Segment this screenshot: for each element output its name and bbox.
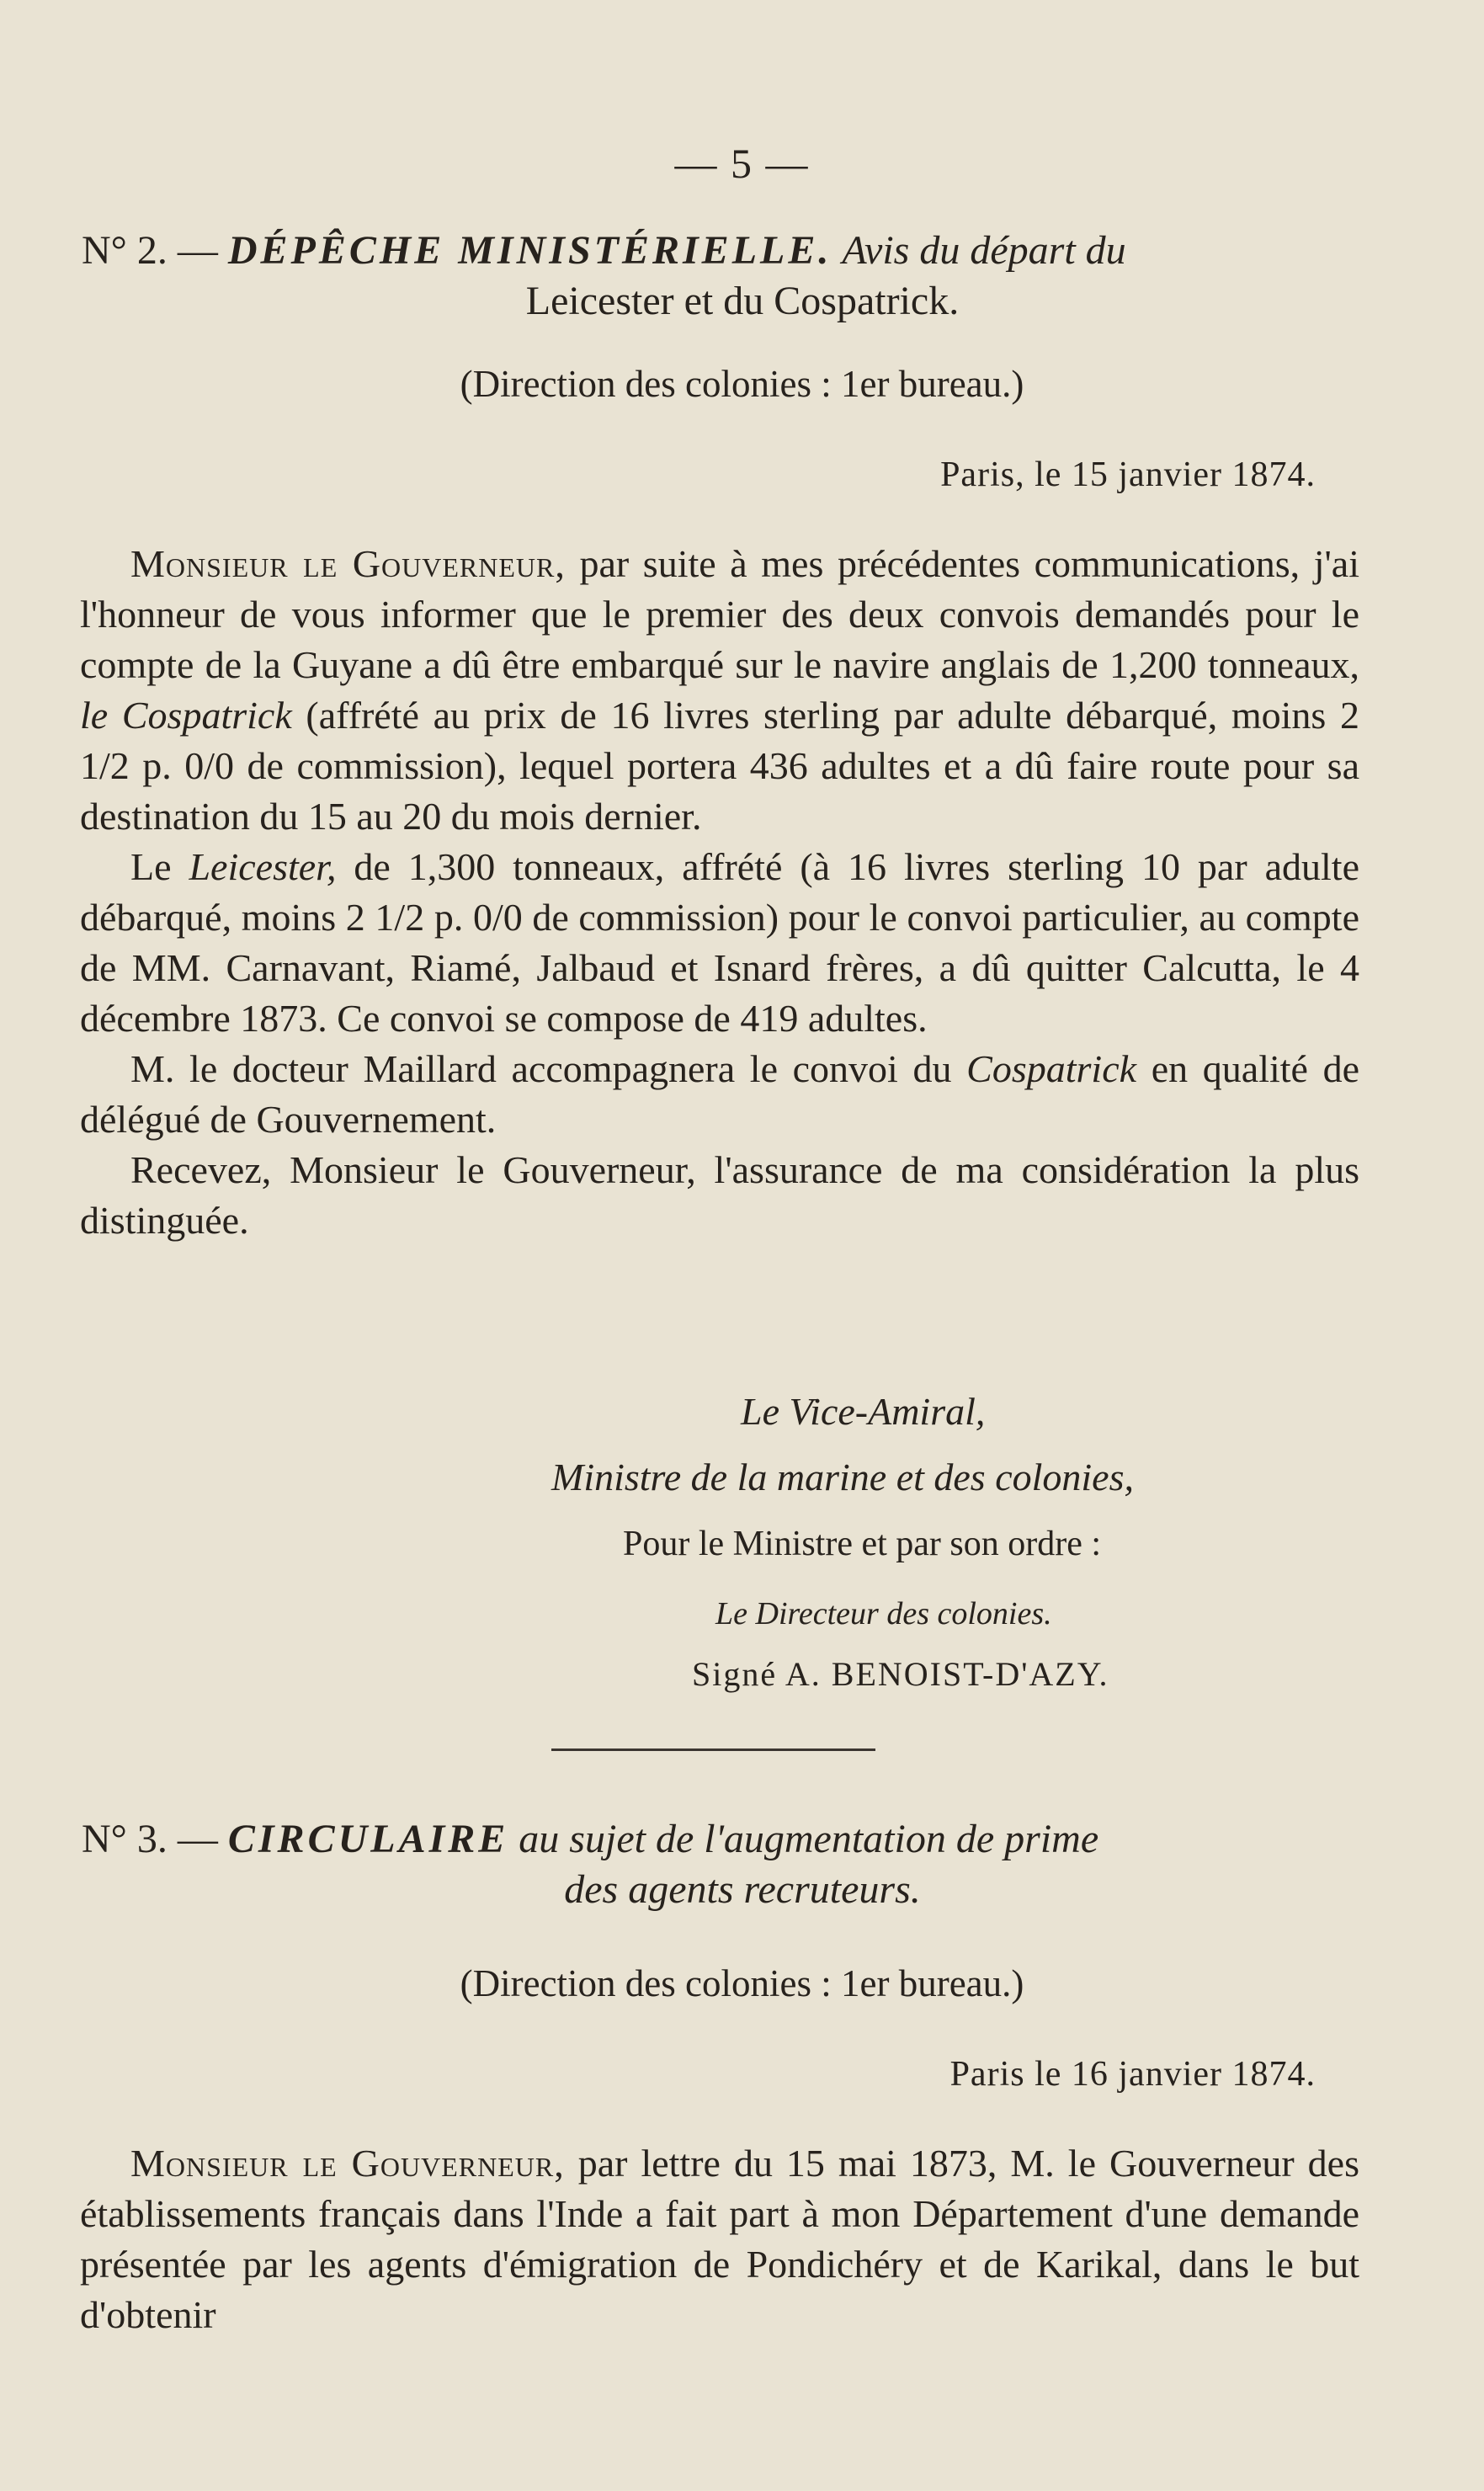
doc2-subtitle-a: Avis du départ du [842, 228, 1126, 273]
doc3-title: CIRCULAIRE [227, 1817, 509, 1861]
doc2-subtitle-b: Leicester et du Cospatrick. [525, 279, 960, 323]
doc2-paragraph-1: Monsieur le Gouverneur, par suite à mes précédentes communications, j'ai l'honneur de vous informer que le premier des deux convois demandés pour le compte de la Guyane a dû être embarqué sur le navire anglais de 1,200 tonneaux, le Cospatrick (affrété au prix de 16 livres sterling par adulte débarqué, moins 2 1/2 p. 0/0 de commission), lequel portera 436 adultes et a dû faire route pour sa destination du 15 au 20 du mois dernier. [80, 542, 1360, 838]
doc3-subtitle-b: des agents recruteurs. [564, 1867, 921, 1912]
doc2-number: N° 2. — [82, 228, 218, 273]
doc3-heading [82, 1814, 1403, 1915]
doc2-direction: (Direction des colonies : 1er bureau.) [460, 363, 1024, 405]
doc3-date: Paris le 16 janvier 1874. [949, 2055, 1316, 2094]
section-divider [551, 1748, 875, 1751]
ship-name: Cospatrick [966, 1047, 1137, 1090]
doc3-body [80, 2138, 1359, 2340]
signature-line-4: Le Directeur des colonies. [715, 1596, 1052, 1631]
doc2-title: DÉPÊCHE MINISTÉRIELLE. [227, 228, 832, 273]
doc2-salutation: Monsieur le Gouverneur, [130, 542, 566, 585]
signature-line-2: Ministre de la marine et des colonies, [551, 1456, 1134, 1498]
doc2-date: Paris, le 15 janvier 1874. [940, 455, 1316, 494]
page-number: — 5 — [674, 140, 810, 187]
doc2-heading [82, 226, 1403, 327]
ship-name: le Cospatrick [80, 694, 292, 737]
signature-line-3: Pour le Ministre et par son ordre : [623, 1525, 1102, 1563]
doc3-subtitle-a: au sujet de l'augmentation de prime [519, 1817, 1099, 1861]
signature-line-5: Signé A. BENOIST-D'AZY. [692, 1655, 1109, 1693]
doc2-body [80, 539, 1359, 1246]
doc2-paragraph-2: Le Leicester, de 1,300 tonneaux, affrété (à 16 livres sterling 10 par adulte débarqué, moins 2 1/2 p. 0/0 de commission) pour le convoi particulier, au compte de MM. Carnavant, Riamé, Jalbaud et Isnard frères, a dû quitter Calcutta, le 4 décembre 1873. Ce convoi se compose de 419 adultes. [80, 845, 1359, 1040]
doc3-direction: (Direction des colonies : 1er bureau.) [460, 1962, 1024, 2004]
doc2-paragraph-4: Recevez, Monsieur le Gouverneur, l'assurance de ma considération la plus distinguée. [80, 1148, 1359, 1242]
doc3-number: N° 3. — [82, 1817, 218, 1861]
doc3-salutation: Monsieur le Gouverneur, [130, 2142, 565, 2185]
signature-line-1: Le Vice-Amiral, [741, 1390, 986, 1433]
doc2-paragraph-3: M. le docteur Maillard accompagnera le convoi du Cospatrick en qualité de délégué de Gouvernement. [80, 1047, 1360, 1141]
ship-name: Leicester, [189, 845, 337, 888]
doc3-paragraph-1: Monsieur le Gouverneur, par lettre du 15 mai 1873, M. le Gouverneur des établissements français dans l'Inde a fait part à mon Département d'une demande présentée par les agents d'émigration de Pondichéry et de Karikal, dans le but d'obtenir [80, 2142, 1359, 2336]
